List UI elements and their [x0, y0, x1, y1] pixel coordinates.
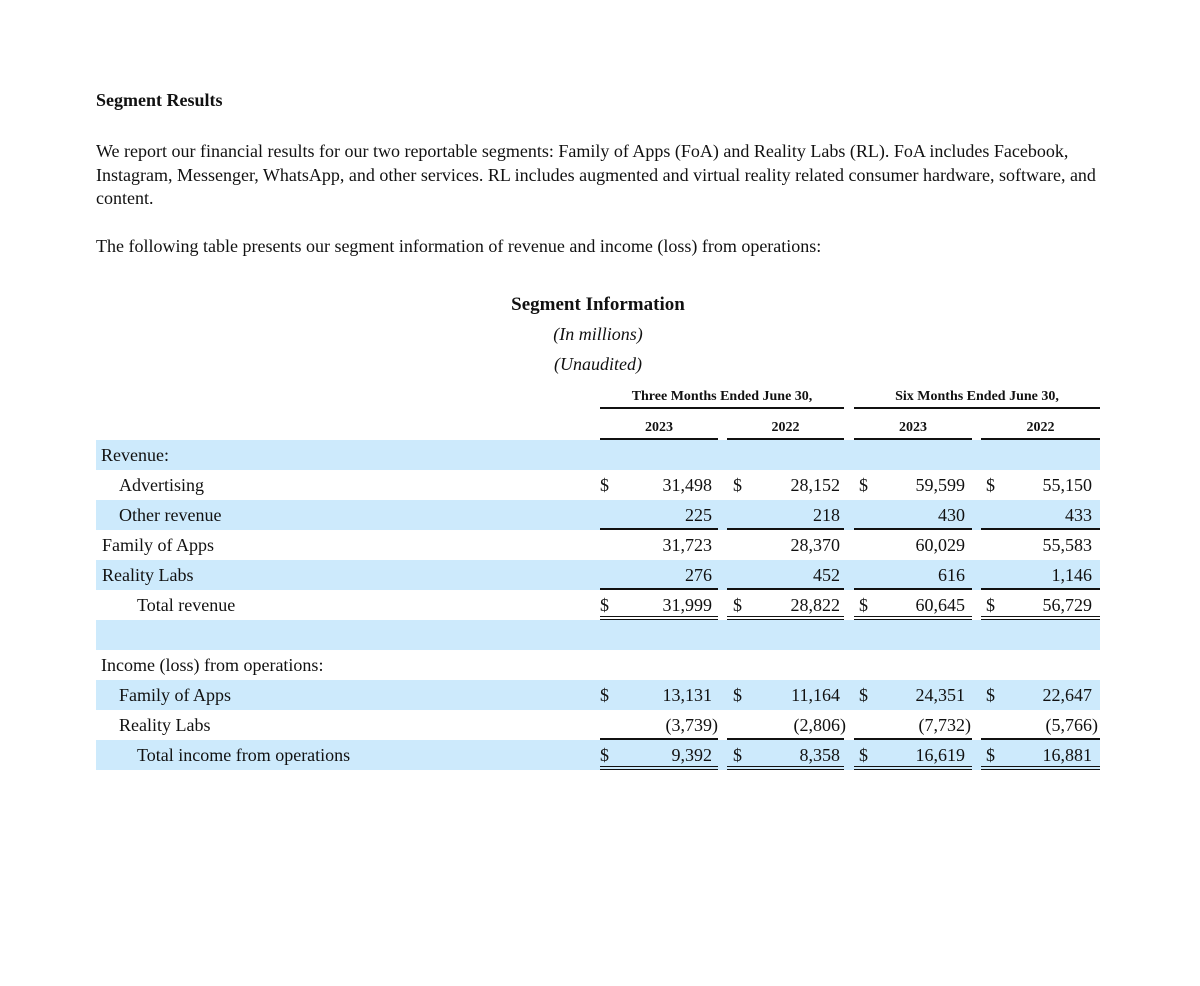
value-cell: [854, 740, 972, 770]
currency-symbol: $: [859, 745, 868, 765]
currency-symbol: $: [733, 685, 742, 705]
table-row-income-section: [96, 650, 1100, 680]
header-year-q-2023: 2023: [600, 419, 718, 440]
table-row-rl-revenue: [96, 560, 1100, 590]
value-cell: [727, 560, 844, 590]
cell-value: 24,351: [915, 685, 965, 705]
cell-value: 430: [938, 505, 965, 525]
value-cell: [981, 710, 1100, 740]
currency-symbol: $: [859, 685, 868, 705]
cell-value: 616: [938, 565, 965, 585]
value-cell: [727, 710, 844, 740]
cell-value: 1,146: [1051, 565, 1092, 585]
value-cell: [727, 530, 844, 560]
section-label-income: Income (loss) from operations:: [101, 655, 324, 675]
value-cell: [854, 500, 972, 530]
value-cell: [981, 680, 1100, 710]
intro-paragraph: We report our financial results for our two reportable segments: Family of Apps (FoA) and Reality Labs (RL). FoA includes Facebook, Instagram, Messenger, WhatsApp, and other services. RL includes augmented and virtual reality related consumer hardware, software, and content.: [96, 141, 1096, 208]
table-row-total-revenue: [96, 590, 1100, 620]
cell-value: 16,619: [915, 745, 965, 765]
value-cell: [981, 500, 1100, 530]
currency-symbol: $: [733, 745, 742, 765]
value-cell: [854, 590, 972, 620]
value-cell: [727, 500, 844, 530]
header-year-h-2023: 2023: [854, 419, 972, 440]
table-row-revenue-section: [96, 440, 1100, 470]
table-row-rl-income: [96, 710, 1100, 740]
row-label: Total revenue: [137, 595, 236, 615]
value-cell: [854, 470, 972, 500]
value-cell: [600, 590, 718, 620]
value-cell: [600, 500, 718, 530]
table-row-advertising: [96, 470, 1100, 500]
value-cell: [727, 470, 844, 500]
header-year-h-2022: 2022: [981, 419, 1100, 440]
value-cell: [854, 710, 972, 740]
table-title: Segment Information: [511, 294, 685, 315]
cell-value: 60,029: [915, 535, 965, 555]
cell-value: 16,881: [1042, 745, 1092, 765]
table-row-foa-income: [96, 680, 1100, 710]
cell-value: (5,766): [1045, 715, 1098, 735]
value-cell: [600, 740, 718, 770]
table-units: (In millions): [553, 324, 643, 344]
table-row-spacer: [96, 620, 1100, 650]
value-cell: [981, 740, 1100, 770]
table-row-foa-revenue: [96, 530, 1100, 560]
cell-value: 56,729: [1042, 595, 1092, 615]
value-cell: [981, 530, 1100, 560]
row-label: Family of Apps: [102, 535, 215, 555]
currency-symbol: $: [859, 475, 868, 495]
table-row-other-revenue: [96, 500, 1100, 530]
value-cell: [854, 560, 972, 590]
currency-symbol: $: [859, 595, 868, 615]
cell-value: 28,822: [790, 595, 840, 615]
header-year-q-2022: 2022: [727, 419, 844, 440]
cell-value: 60,645: [915, 595, 965, 615]
value-cell: [600, 560, 718, 590]
currency-symbol: $: [986, 595, 995, 615]
row-label: Total income from operations: [137, 745, 351, 765]
value-cell: [727, 590, 844, 620]
cell-value: 276: [685, 565, 712, 585]
cell-value: (3,739): [665, 715, 718, 735]
value-cell: [600, 470, 718, 500]
cell-value: 22,647: [1042, 685, 1092, 705]
cell-value: (7,732): [918, 715, 971, 735]
currency-symbol: $: [733, 475, 742, 495]
cell-value: 31,723: [662, 535, 712, 555]
currency-symbol: $: [986, 685, 995, 705]
cell-value: 28,370: [790, 535, 840, 555]
cell-value: 452: [813, 565, 840, 585]
cell-value: 11,164: [791, 685, 840, 705]
row-label: Other revenue: [119, 505, 222, 525]
value-cell: [600, 680, 718, 710]
section-label-revenue: Revenue:: [101, 445, 169, 465]
cell-value: 13,131: [662, 685, 712, 705]
value-cell: [854, 530, 972, 560]
cell-value: 9,392: [671, 745, 712, 765]
currency-symbol: $: [986, 745, 995, 765]
currency-symbol: $: [600, 595, 609, 615]
header-three-months: Three Months Ended June 30,: [600, 388, 844, 409]
section-heading: Segment Results: [96, 90, 223, 110]
cell-value: 31,498: [662, 475, 712, 495]
table-audit-note: (Unaudited): [554, 354, 642, 374]
value-cell: [600, 710, 718, 740]
currency-symbol: $: [733, 595, 742, 615]
header-six-months: Six Months Ended June 30,: [854, 388, 1100, 409]
cell-value: 31,999: [662, 595, 712, 615]
cell-value: (2,806): [793, 715, 846, 735]
value-cell: [981, 470, 1100, 500]
currency-symbol: $: [600, 475, 609, 495]
cell-value: 59,599: [915, 475, 965, 495]
value-cell: [727, 680, 844, 710]
cell-value: 433: [1065, 505, 1092, 525]
cell-value: 8,358: [799, 745, 840, 765]
row-label: Advertising: [119, 475, 204, 495]
cell-value: 28,152: [790, 475, 840, 495]
currency-symbol: $: [600, 685, 609, 705]
cell-value: 55,583: [1042, 535, 1092, 555]
value-cell: [600, 530, 718, 560]
table-row-total-income: [96, 740, 1100, 770]
value-cell: [981, 590, 1100, 620]
currency-symbol: $: [986, 475, 995, 495]
row-label: Family of Apps: [119, 685, 232, 705]
value-cell: [981, 560, 1100, 590]
cell-value: 218: [813, 505, 840, 525]
row-label: Reality Labs: [119, 715, 211, 735]
cell-value: 55,150: [1042, 475, 1092, 495]
row-label: Reality Labs: [102, 565, 194, 585]
table-intro-paragraph: The following table presents our segment information of revenue and income (loss) from operations:: [96, 236, 822, 256]
currency-symbol: $: [600, 745, 609, 765]
cell-value: 225: [685, 505, 712, 525]
value-cell: [727, 740, 844, 770]
value-cell: [854, 680, 972, 710]
